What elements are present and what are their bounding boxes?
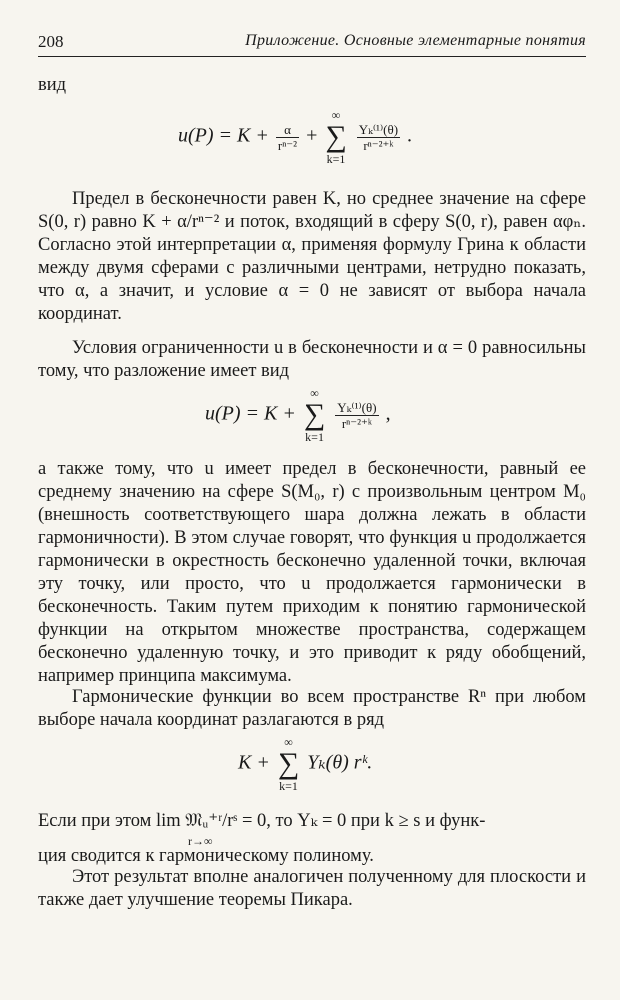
frac-numerator: Yₖ⁽¹⁾(θ) <box>358 121 399 137</box>
formula-2-frac <box>335 400 378 431</box>
limit-subscript: r→∞ <box>188 834 213 848</box>
summation <box>325 108 346 166</box>
sum-lower-limit: k=1 <box>305 430 324 444</box>
formula-1-frac-y <box>357 122 400 153</box>
frac-numerator: Yₖ⁽¹⁾(θ) <box>337 399 377 415</box>
paragraph-6: Этот результат вполне аналогичен полученному для плоскости и также дает улучшение теоремы Пикара. <box>38 867 586 910</box>
running-title: Приложение. Основные элементарные понятия <box>245 32 586 49</box>
sum-lower-limit: k=1 <box>326 152 346 166</box>
sigma-symbol: ∑ <box>325 120 347 153</box>
formula-2 <box>205 386 391 444</box>
frac-denominator: rⁿ⁻²⁺ᵏ <box>363 137 394 153</box>
paragraph-5-line-1: Если при этом lim 𝔐ᵤ⁺ʳ/rˢ = 0, то Yₖ = 0 при k ≥ s и функ- <box>38 811 486 831</box>
frac-numerator: α <box>276 122 299 138</box>
sum-upper-limit: ∞ <box>284 735 293 749</box>
frac-denominator: rⁿ⁻²⁺ᵏ <box>341 415 372 431</box>
formula-1-frac-alpha <box>276 122 299 153</box>
lead-word: вид <box>38 75 67 95</box>
paragraph-2: Условия ограниченности u в бесконечности и α = 0 равносильны тому, что разложение имеет вид <box>38 338 586 381</box>
formula-2-lhs: u(P) = K + <box>205 402 296 425</box>
sum-lower-limit: k=1 <box>279 779 298 793</box>
sum-upper-limit: ∞ <box>310 386 319 400</box>
sum-upper-limit: ∞ <box>331 108 341 122</box>
paragraph-4: Гармонические функции во всем пространстве Rⁿ при любом выборе начала координат разлагаются в ряд <box>38 687 586 730</box>
sigma-symbol: ∑ <box>303 398 326 431</box>
paragraph-1: Предел в бесконечности равен K, но среднее значение на сфере S(0, r) равно K + α/rⁿ⁻² и поток, входящий в сферу S(0, r), равен αφₙ. Согласно этой интерпретации α, применяя формулу Грина к области между двумя сферами с различными центрами, нетрудно показать, что α, а значит, и условие α = 0 не зависят от выбора начала координат. <box>38 189 586 324</box>
formula-1-lhs: u(P) = K + <box>178 124 269 147</box>
formula-period: . <box>407 124 413 147</box>
frac-denominator: rⁿ⁻² <box>277 137 298 153</box>
paragraph-3: а также тому, что u имеет предел в бесконечности, равный ее среднему значению на сфере S(M₀, r) с произвольным центром M₀ (внешность соответствующего шара должна лежать в области гармоничности). В этом случае говорят, что функция u продолжается гармонически в окрестность бесконечно удаленной точки, включая эту точку, или просто, что u продолжается гармонически в бесконечность. Таким путем приходим к понятию гармонической функции на открытом множестве пространства, содержащем бесконечно удаленную точку, и это приводит к ряду обобщений, например принципа максимума. <box>38 459 586 686</box>
plus-sign: + <box>306 124 318 147</box>
summation <box>278 735 299 793</box>
running-header <box>38 32 586 57</box>
formula-3-lhs: K + <box>238 751 270 774</box>
formula-3-term: Yₖ(θ) rᵏ. <box>307 751 373 774</box>
page-number: 208 <box>38 32 64 51</box>
formula-3 <box>238 735 372 793</box>
formula-comma: , <box>385 402 391 425</box>
summation <box>304 386 325 444</box>
sigma-symbol: ∑ <box>277 747 300 780</box>
paragraph-5-line-2: ция сводится к гармоническому полиному. <box>38 846 374 866</box>
formula-1 <box>178 108 412 166</box>
